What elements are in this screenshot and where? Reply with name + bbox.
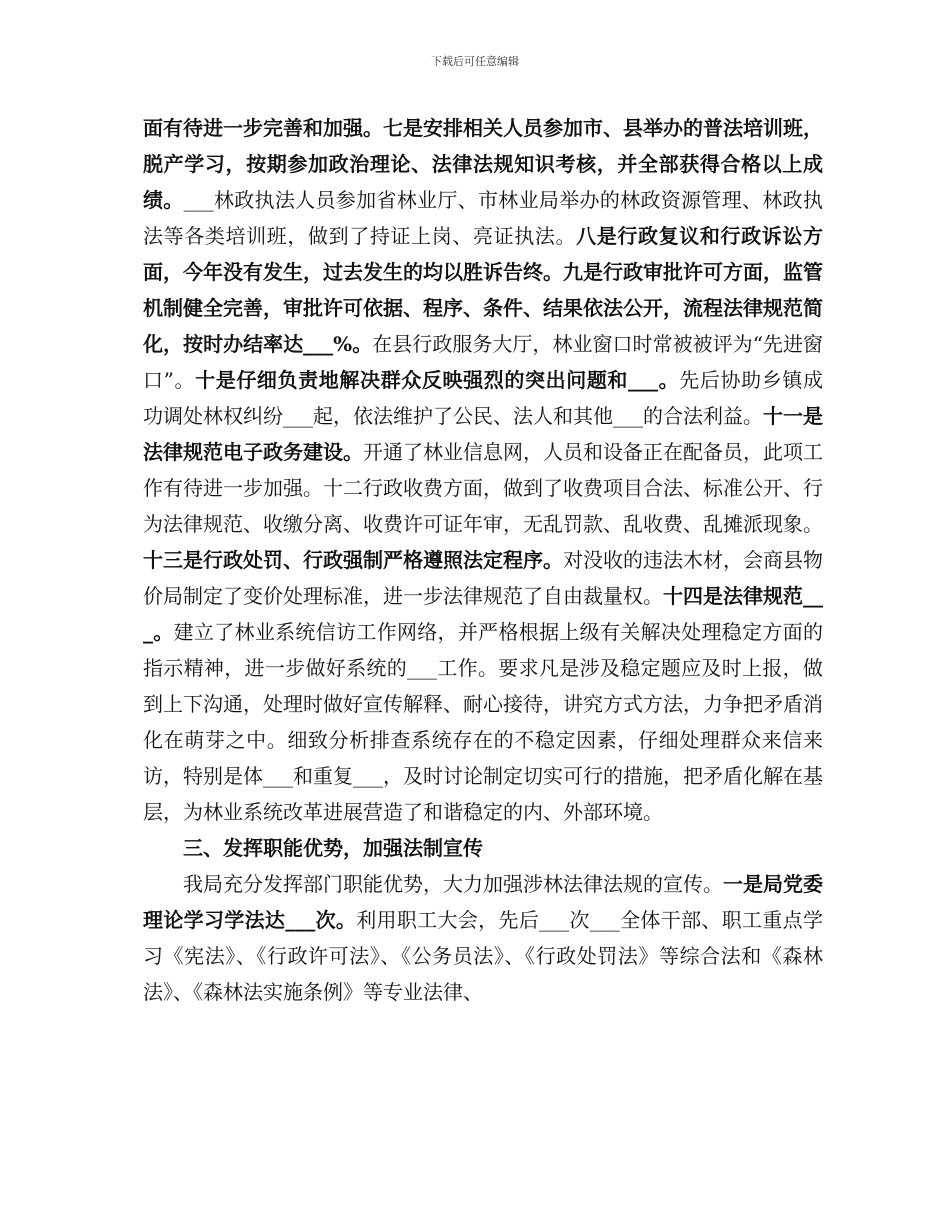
text-normal: 在县行政服务大厅，林业窗口时常被被评为“先进窗口”。	[143, 332, 823, 392]
section-heading: 三、发挥职能优势，加强法制宣传	[183, 836, 483, 860]
page-header: 下载后可任意编辑	[431, 55, 519, 68]
text-normal: ___林政执法人员参加省林业厅、市林业局举办的林政资源管理、林政执法等各类培训班，做到了持证上岗、亮证执法。	[143, 188, 823, 248]
text-bold: 十四是法律规范___。	[143, 584, 823, 644]
text-normal: 开通了林业信息网，人员和设备正在配备员，此项工作有待进一步加强。十二行政收费方面，做到了收费项目合法、标准公开、行为法律规范、收缴分离、收费许可证年审，无乱罚款、乱收费、乱摊派现象。	[143, 440, 823, 536]
text-bold: 十一是法律规范电子政务建设。	[143, 404, 823, 464]
text-normal: 先后协助乡镇成功调处林权纠纷___起，依法维护了公民、法人和其他___的合法利益。	[143, 368, 824, 428]
text-bold: 一是局党委理论学习学法达___次。	[143, 872, 823, 932]
document-body	[143, 110, 823, 1010]
text-normal: 利用职工大会，先后___次___全体干部、职工重点学习《宪法》、《行政许可法》、《公务员法》、《行政处罚法》等综合法和《森林法》、《森林法实施条例》等专业法律、	[143, 908, 824, 1004]
text-bold: 十三是行政处罚、行政强制严格遵照法定程序。	[143, 548, 563, 572]
text-bold: 面有待进一步完善和加强。七是安排相关人员参加市、县举办的普法培训班，脱产学习，按期参加政治理论、法律法规知识考核，并全部获得合格以上成绩。	[143, 116, 823, 212]
text-normal: 建立了林业系统信访工作网络，并严格根据上级有关解决处理稳定方面的指示精神，进一步做好系统的___工作。要求凡是涉及稳定题应及时上报，做到上下沟通，处理时做好宣传解释、耐心接待，讲究方式方法，力争把矛盾消化在萌芽之中。细致分析排查系统存在的不稳定因素，仔细处理群众来信来访，特别是体___和重复___，及时讨论制定切实可行的措施，把矛盾化解在基层，为林业系统改革进展营造了和谐稳定的内、外部环境。	[143, 620, 824, 824]
paragraph-1	[143, 110, 823, 830]
text-normal: 我局充分发挥部门职能优势，大力加强涉林法律法规的宣传。	[183, 872, 723, 896]
text-bold: 八是行政复议和行政诉讼方面，今年没有发生，过去发生的均以胜诉告终。九是行政审批许可方面，监管机制健全完善，审批许可依据、程序、条件、结果依法公开，流程法律规范简化，按时办结率达___%。	[143, 224, 823, 356]
text-bold: 十是仔细负责地解决群众反映强烈的突出问题和___。	[195, 368, 680, 392]
text-normal: 对没收的违法木材，会商县物价局制定了变价处理标准，进一步法律规范了自由裁量权。	[143, 548, 823, 608]
paragraph-2	[143, 866, 823, 1010]
